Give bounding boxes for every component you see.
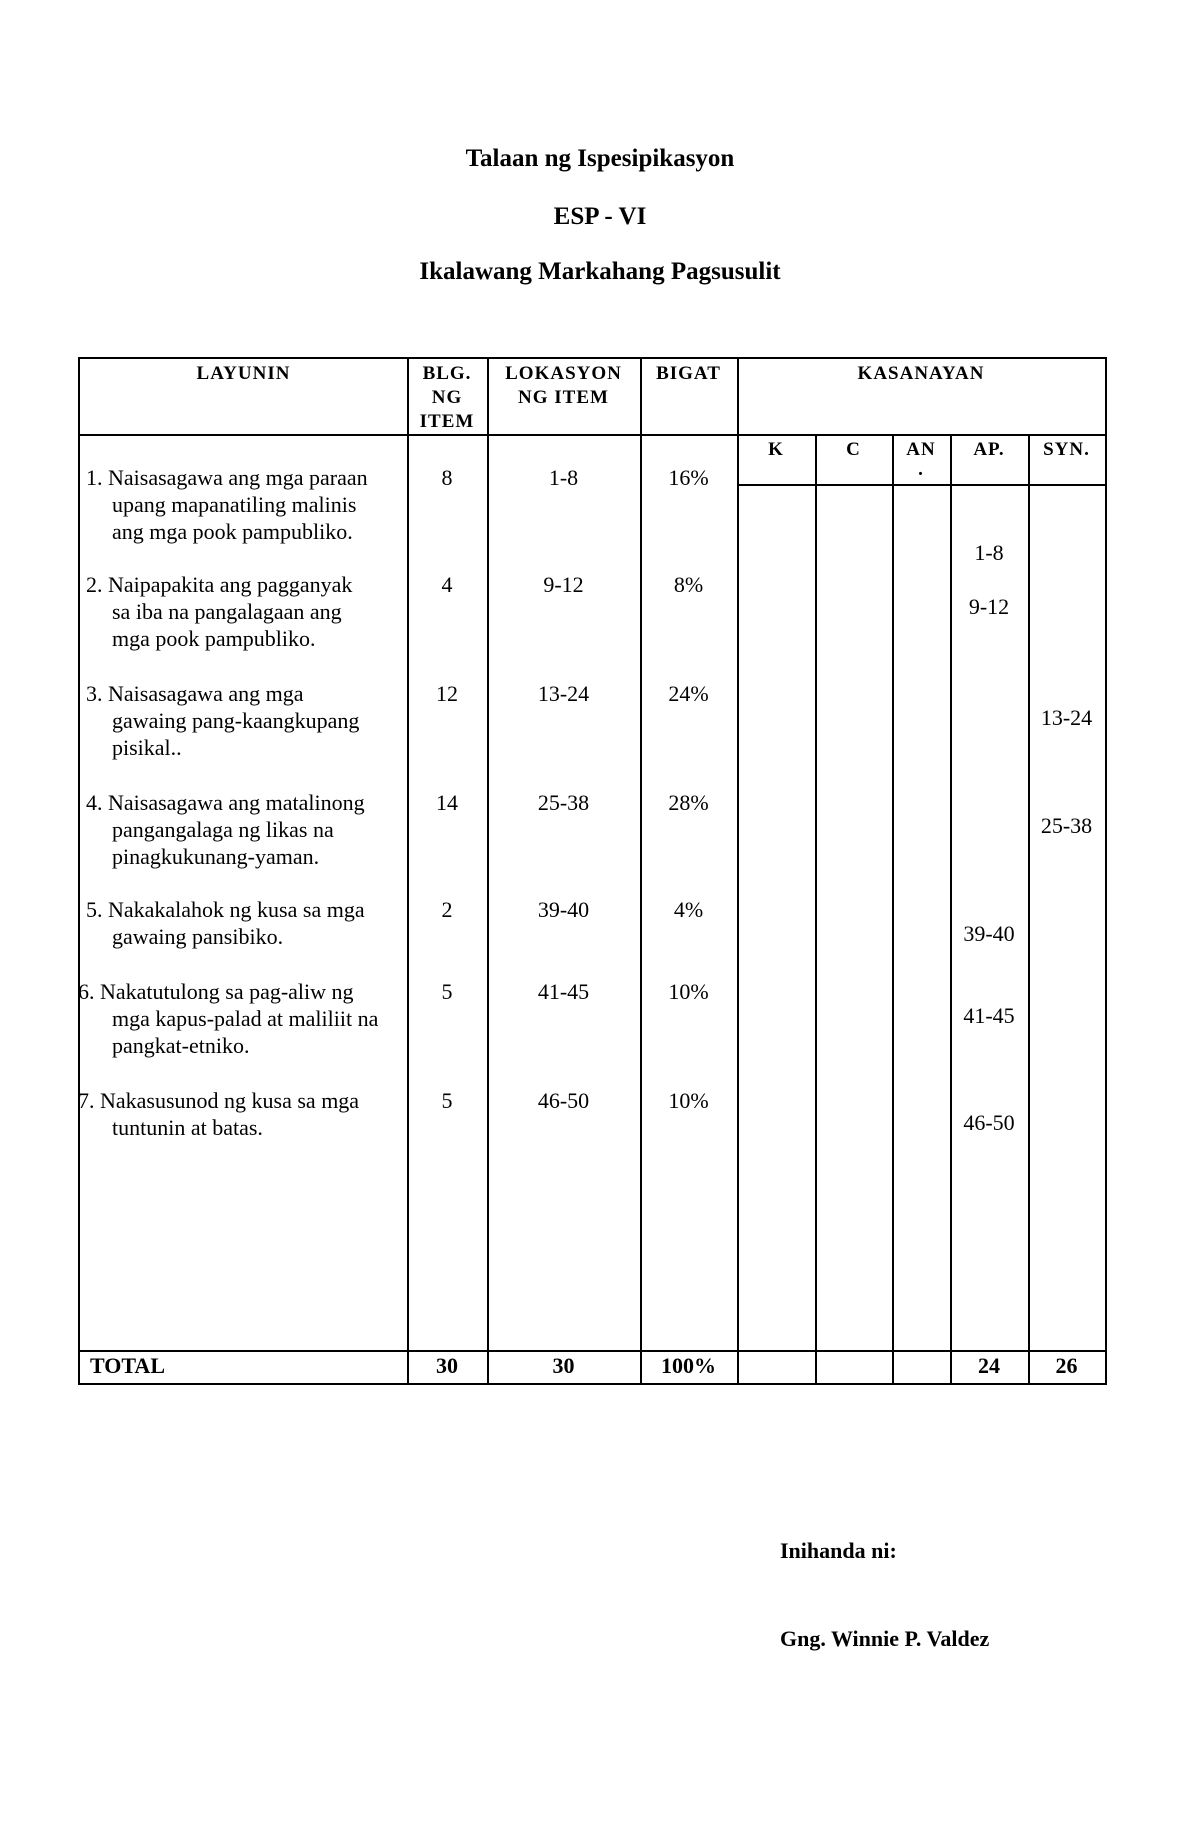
objective-1: 1. Naisasagawa ang mga paraan upang mapanatiling malinis ang mga pook pampubliko. (86, 465, 368, 544)
specification-table (78, 357, 1107, 1385)
lokasyon-cell: 9-12 (543, 572, 584, 597)
column-divider (892, 434, 894, 1383)
syn-cell: 25-38 (1040, 813, 1093, 838)
blg-cell: 5 (441, 979, 453, 1004)
column-divider (407, 359, 409, 1383)
document-title: Talaan ng Ispesipikasyon (465, 145, 735, 172)
objective-4: 4. Naisasagawa ang matalinong pangangalaga ng likas na pinagkukunang-yaman. (86, 790, 365, 869)
header-blg: BLG. NG ITEM (419, 363, 475, 432)
subheader-divider (737, 484, 1105, 486)
bigat-cell: 24% (668, 681, 709, 706)
lokasyon-cell: 1-8 (548, 465, 579, 490)
lokasyon-cell: 13-24 (537, 681, 590, 706)
ap-cell: 41-45 (963, 1003, 1015, 1028)
total-bigat: 100% (661, 1353, 716, 1378)
bigat-cell: 10% (668, 1088, 709, 1113)
lokasyon-cell: 41-45 (537, 979, 590, 1004)
preparer-name: Gng. Winnie P. Valdez (780, 1626, 990, 1651)
column-divider (950, 434, 952, 1383)
bigat-cell: 10% (668, 979, 709, 1004)
blg-cell: 2 (441, 897, 453, 922)
prepared-by-label: Inihanda ni: (780, 1538, 897, 1563)
document-subtitle: ESP - VI (553, 203, 647, 230)
total-lokasyon: 30 (552, 1353, 575, 1378)
total-ap: 24 (978, 1353, 1000, 1378)
bigat-cell: 28% (668, 790, 709, 815)
objective-3: 3. Naisasagawa ang mga gawaing pang-kaangkupang pisikal.. (86, 681, 360, 760)
column-divider (1028, 434, 1030, 1383)
objective-5: 5. Nakakalahok ng kusa sa mga gawaing pansibiko. (86, 897, 365, 949)
header-bigat: BIGAT (656, 363, 721, 384)
total-blg: 30 (436, 1353, 458, 1378)
column-divider (815, 434, 817, 1383)
header-divider (80, 434, 1105, 436)
bigat-cell: 16% (668, 465, 709, 490)
ap-cell: 1-8 (974, 540, 1004, 565)
header-ap: AP. (973, 439, 1005, 460)
blg-cell: 8 (441, 465, 453, 490)
total-label: TOTAL (90, 1353, 165, 1378)
ap-cell: 46-50 (963, 1110, 1015, 1135)
bigat-cell: 8% (673, 572, 704, 597)
objective-6: 6. Nakatutulong sa pag-aliw ng mga kapus-palad at maliliit na pangkat-etniko. (78, 979, 379, 1058)
ap-cell: 9-12 (968, 594, 1010, 619)
blg-cell: 12 (436, 681, 458, 706)
objective-7: 7. Nakasusunod ng kusa sa mga tuntunin at batas. (78, 1088, 360, 1140)
exam-title: Ikalawang Markahang Pagsusulit (419, 258, 781, 285)
column-divider (737, 359, 739, 1383)
header-lokasyon: LOKASYON NG ITEM (505, 363, 622, 408)
column-divider (487, 359, 489, 1383)
lokasyon-cell: 39-40 (537, 897, 590, 922)
syn-cell: 13-24 (1040, 705, 1093, 730)
bigat-cell: 4% (673, 897, 704, 922)
blg-cell: 14 (436, 790, 458, 815)
header-an: AN . (906, 439, 936, 480)
blg-cell: 4 (441, 572, 453, 597)
header-layunin: LAYUNIN (196, 363, 291, 384)
objective-2: 2. Naipapakita ang pagganyak sa iba na pangalagaan ang mga pook pampubliko. (86, 572, 353, 651)
lokasyon-cell: 46-50 (537, 1088, 590, 1113)
total-divider (80, 1350, 1105, 1352)
header-k: K (768, 439, 784, 460)
blg-cell: 5 (441, 1088, 453, 1113)
header-kasanayan: KASANAYAN (857, 363, 985, 384)
column-divider (640, 359, 642, 1383)
header-c: C (846, 439, 861, 460)
ap-cell: 39-40 (963, 921, 1015, 946)
total-syn: 26 (1055, 1353, 1078, 1378)
header-syn: SYN. (1043, 439, 1090, 460)
lokasyon-cell: 25-38 (537, 790, 590, 815)
